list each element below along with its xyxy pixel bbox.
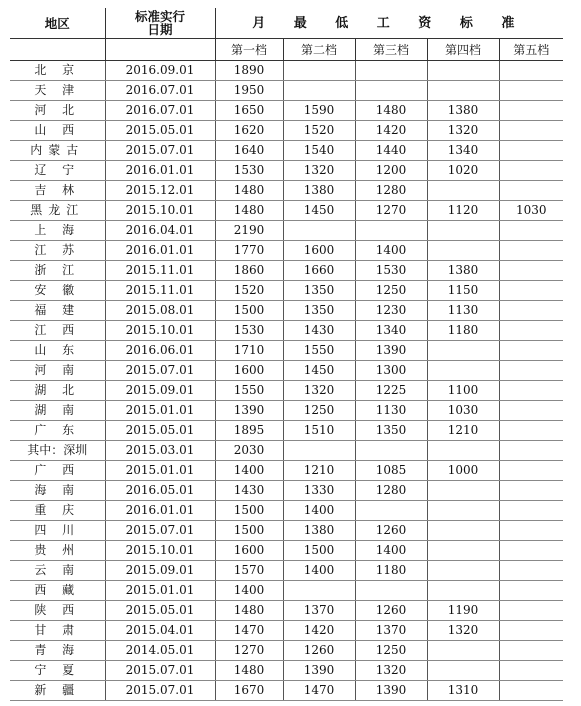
tier3-cell: 1320: [355, 661, 427, 681]
table-row: [10, 461, 563, 481]
tier5-cell: [499, 121, 563, 141]
tier4-cell: [427, 61, 499, 81]
table-row: [10, 321, 563, 341]
table-row: [10, 601, 563, 621]
region-cell: 山 西: [10, 121, 105, 141]
date-cell: 2015.12.01: [105, 181, 215, 201]
date-cell: 2015.07.01: [105, 661, 215, 681]
tier5-cell: [499, 561, 563, 581]
tier1-cell: 1620: [215, 121, 283, 141]
tier5-cell: [499, 401, 563, 421]
region-cell: 天 津: [10, 81, 105, 101]
tier4-cell: [427, 521, 499, 541]
tier3-cell: 1420: [355, 121, 427, 141]
tier-header: 第一档: [215, 39, 283, 61]
tier5-cell: [499, 381, 563, 401]
tier1-cell: 1860: [215, 261, 283, 281]
date-header-line2: 日期: [147, 22, 173, 37]
tier2-cell: 1660: [283, 261, 355, 281]
tier4-cell: [427, 541, 499, 561]
table-row: [10, 101, 563, 121]
tier2-cell: 1390: [283, 661, 355, 681]
tier3-cell: 1180: [355, 561, 427, 581]
region-cell: 其中：深圳: [10, 441, 105, 461]
tier5-cell: [499, 341, 563, 361]
region-cell: 江 西: [10, 321, 105, 341]
table-row: [10, 661, 563, 681]
tier3-cell: 1340: [355, 321, 427, 341]
tier5-cell: [499, 301, 563, 321]
tier3-cell: 1270: [355, 201, 427, 221]
tier5-cell: [499, 61, 563, 81]
empty-header-cell: [105, 39, 215, 61]
region-cell: 安 徽: [10, 281, 105, 301]
tier4-cell: [427, 221, 499, 241]
tier5-cell: 1030: [499, 201, 563, 221]
region-cell: 重 庆: [10, 501, 105, 521]
tier3-cell: 1440: [355, 141, 427, 161]
tier1-cell: 1650: [215, 101, 283, 121]
tier5-cell: [499, 261, 563, 281]
date-header-line1: 标准实行: [134, 9, 185, 24]
tier5-cell: [499, 361, 563, 381]
tier1-cell: 1480: [215, 181, 283, 201]
tier-header: 第四档: [427, 39, 499, 61]
table-row: [10, 361, 563, 381]
tier2-cell: 1500: [283, 541, 355, 561]
tier5-cell: [499, 581, 563, 601]
region-cell: 河 北: [10, 101, 105, 121]
region-cell: 上 海: [10, 221, 105, 241]
tier3-cell: 1225: [355, 381, 427, 401]
tier4-cell: [427, 441, 499, 461]
tier2-cell: 1470: [283, 681, 355, 701]
date-cell: 2015.03.01: [105, 441, 215, 461]
table-row: [10, 201, 563, 221]
region-cell: 福 建: [10, 301, 105, 321]
region-cell: 河 南: [10, 361, 105, 381]
tier2-cell: 1520: [283, 121, 355, 141]
tier3-cell: [355, 441, 427, 461]
tier3-cell: 1390: [355, 681, 427, 701]
tier5-cell: [499, 441, 563, 461]
tier4-cell: [427, 341, 499, 361]
table-row: [10, 121, 563, 141]
tier3-cell: 1400: [355, 241, 427, 261]
tier4-cell: 1180: [427, 321, 499, 341]
region-cell: 湖 北: [10, 381, 105, 401]
date-cell: 2016.01.01: [105, 241, 215, 261]
tier2-cell: 1210: [283, 461, 355, 481]
tier3-cell: 1480: [355, 101, 427, 121]
tier5-cell: [499, 101, 563, 121]
tier1-cell: 1430: [215, 481, 283, 501]
region-cell: 浙 江: [10, 261, 105, 281]
minimum-wage-table: [10, 8, 563, 701]
tier1-cell: 1470: [215, 621, 283, 641]
tier1-cell: 1570: [215, 561, 283, 581]
empty-header-cell: [10, 39, 105, 61]
tier4-cell: [427, 481, 499, 501]
date-cell: 2015.09.01: [105, 381, 215, 401]
date-cell: 2015.09.01: [105, 561, 215, 581]
tier5-cell: [499, 141, 563, 161]
region-cell: 云 南: [10, 561, 105, 581]
tier4-cell: [427, 81, 499, 101]
tier4-cell: 1130: [427, 301, 499, 321]
tier1-cell: 1710: [215, 341, 283, 361]
tier5-cell: [499, 541, 563, 561]
date-cell: 2015.05.01: [105, 601, 215, 621]
wage-standard-title: 月 最 低 工 资 标 准: [215, 8, 563, 39]
tier1-cell: 1550: [215, 381, 283, 401]
header-row-tiers: [10, 39, 563, 61]
tier4-cell: [427, 641, 499, 661]
tier1-cell: 1390: [215, 401, 283, 421]
tier5-cell: [499, 681, 563, 701]
region-cell: 广 西: [10, 461, 105, 481]
date-cell: 2015.07.01: [105, 141, 215, 161]
table-row: [10, 141, 563, 161]
region-cell: 青 海: [10, 641, 105, 661]
tier2-cell: 1420: [283, 621, 355, 641]
tier1-cell: 1500: [215, 501, 283, 521]
tier5-cell: [499, 281, 563, 301]
tier2-cell: 1590: [283, 101, 355, 121]
table-row: [10, 681, 563, 701]
date-cell: 2015.10.01: [105, 541, 215, 561]
tier4-cell: 1030: [427, 401, 499, 421]
tier4-cell: 1000: [427, 461, 499, 481]
tier1-cell: 1400: [215, 461, 283, 481]
tier4-cell: 1100: [427, 381, 499, 401]
tier5-cell: [499, 181, 563, 201]
tier5-cell: [499, 521, 563, 541]
tier4-cell: [427, 501, 499, 521]
date-cell: 2015.07.01: [105, 521, 215, 541]
tier2-cell: [283, 581, 355, 601]
region-cell: 甘 肃: [10, 621, 105, 641]
tier3-cell: 1200: [355, 161, 427, 181]
tier2-cell: 1260: [283, 641, 355, 661]
date-cell: 2015.10.01: [105, 201, 215, 221]
table-row: [10, 281, 563, 301]
tier1-cell: 1400: [215, 581, 283, 601]
region-cell: 吉 林: [10, 181, 105, 201]
tier4-cell: 1120: [427, 201, 499, 221]
tier4-cell: [427, 361, 499, 381]
tier3-cell: [355, 61, 427, 81]
region-cell: 陕 西: [10, 601, 105, 621]
tier4-cell: 1320: [427, 121, 499, 141]
tier3-cell: 1300: [355, 361, 427, 381]
table-row: [10, 241, 563, 261]
tier5-cell: [499, 461, 563, 481]
tier1-cell: 1640: [215, 141, 283, 161]
table-row: [10, 481, 563, 501]
tier2-cell: [283, 221, 355, 241]
tier5-cell: [499, 641, 563, 661]
tier1-cell: 1500: [215, 301, 283, 321]
table-row: [10, 61, 563, 81]
tier3-cell: 1250: [355, 281, 427, 301]
tier3-cell: 1260: [355, 521, 427, 541]
tier3-cell: 1390: [355, 341, 427, 361]
tier2-cell: 1250: [283, 401, 355, 421]
tier2-cell: [283, 441, 355, 461]
tier1-cell: 1770: [215, 241, 283, 261]
tier3-cell: [355, 221, 427, 241]
wage-table-container: [10, 8, 563, 701]
tier4-cell: 1380: [427, 101, 499, 121]
tier2-cell: 1600: [283, 241, 355, 261]
region-cell: 江 苏: [10, 241, 105, 261]
region-cell: 西 藏: [10, 581, 105, 601]
tier3-cell: [355, 501, 427, 521]
tier1-cell: 1600: [215, 541, 283, 561]
table-row: [10, 161, 563, 181]
tier3-cell: 1350: [355, 421, 427, 441]
tier2-cell: 1450: [283, 361, 355, 381]
tier5-cell: [499, 621, 563, 641]
tier2-cell: 1330: [283, 481, 355, 501]
tier4-cell: 1340: [427, 141, 499, 161]
tier2-cell: 1350: [283, 301, 355, 321]
date-cell: 2016.09.01: [105, 61, 215, 81]
tier1-cell: 1530: [215, 321, 283, 341]
tier2-cell: 1400: [283, 561, 355, 581]
tier5-cell: [499, 321, 563, 341]
date-cell: 2015.05.01: [105, 121, 215, 141]
tier2-cell: 1430: [283, 321, 355, 341]
table-row: [10, 561, 563, 581]
tier2-cell: 1400: [283, 501, 355, 521]
tier5-cell: [499, 601, 563, 621]
tier1-cell: 1530: [215, 161, 283, 181]
table-row: [10, 541, 563, 561]
tier5-cell: [499, 81, 563, 101]
tier1-cell: 1670: [215, 681, 283, 701]
date-cell: 2015.11.01: [105, 261, 215, 281]
tier1-cell: 2190: [215, 221, 283, 241]
tier2-cell: 1380: [283, 181, 355, 201]
tier2-cell: 1370: [283, 601, 355, 621]
tier5-cell: [499, 221, 563, 241]
table-row: [10, 301, 563, 321]
tier4-cell: 1310: [427, 681, 499, 701]
tier4-cell: [427, 241, 499, 261]
tier2-cell: [283, 81, 355, 101]
tier1-cell: 1480: [215, 661, 283, 681]
tier3-cell: 1530: [355, 261, 427, 281]
tier4-cell: [427, 581, 499, 601]
date-cell: 2014.05.01: [105, 641, 215, 661]
table-row: [10, 581, 563, 601]
region-header: 地区: [10, 8, 105, 39]
tier1-cell: 1270: [215, 641, 283, 661]
tier5-cell: [499, 661, 563, 681]
tier1-cell: 1480: [215, 601, 283, 621]
tier1-cell: 2030: [215, 441, 283, 461]
tier3-cell: 1400: [355, 541, 427, 561]
table-row: [10, 521, 563, 541]
date-cell: 2015.01.01: [105, 401, 215, 421]
date-cell: 2015.07.01: [105, 361, 215, 381]
table-row: [10, 641, 563, 661]
region-cell: 四 川: [10, 521, 105, 541]
region-cell: 新 疆: [10, 681, 105, 701]
date-cell: 2016.01.01: [105, 501, 215, 521]
date-cell: 2015.04.01: [105, 621, 215, 641]
tier2-cell: 1540: [283, 141, 355, 161]
tier3-cell: [355, 581, 427, 601]
tier3-cell: 1370: [355, 621, 427, 641]
region-cell: 海 南: [10, 481, 105, 501]
date-cell: 2016.06.01: [105, 341, 215, 361]
region-cell: 宁 夏: [10, 661, 105, 681]
tier1-cell: 1600: [215, 361, 283, 381]
tier4-cell: [427, 181, 499, 201]
tier1-cell: 1500: [215, 521, 283, 541]
tier5-cell: [499, 481, 563, 501]
tier1-cell: 1520: [215, 281, 283, 301]
date-header: [105, 8, 215, 39]
tier5-cell: [499, 501, 563, 521]
tier4-cell: 1320: [427, 621, 499, 641]
date-cell: 2015.05.01: [105, 421, 215, 441]
table-row: [10, 181, 563, 201]
date-cell: 2015.11.01: [105, 281, 215, 301]
date-cell: 2015.08.01: [105, 301, 215, 321]
tier4-cell: [427, 561, 499, 581]
tier2-cell: [283, 61, 355, 81]
table-row: [10, 261, 563, 281]
header-row-main: [10, 8, 563, 39]
table-row: [10, 621, 563, 641]
tier4-cell: 1190: [427, 601, 499, 621]
date-cell: 2016.01.01: [105, 161, 215, 181]
tier5-cell: [499, 241, 563, 261]
date-cell: 2016.07.01: [105, 101, 215, 121]
tier2-cell: 1380: [283, 521, 355, 541]
tier2-cell: 1450: [283, 201, 355, 221]
tier3-cell: 1280: [355, 481, 427, 501]
region-cell: 广 东: [10, 421, 105, 441]
region-cell: 辽 宁: [10, 161, 105, 181]
tier4-cell: 1020: [427, 161, 499, 181]
table-row: [10, 441, 563, 461]
tier5-cell: [499, 421, 563, 441]
tier4-cell: 1380: [427, 261, 499, 281]
table-body: [10, 61, 563, 701]
tier3-cell: 1085: [355, 461, 427, 481]
tier-header: 第五档: [499, 39, 563, 61]
date-cell: 2015.01.01: [105, 461, 215, 481]
date-cell: 2016.04.01: [105, 221, 215, 241]
tier4-cell: 1150: [427, 281, 499, 301]
date-cell: 2016.05.01: [105, 481, 215, 501]
tier1-cell: 1890: [215, 61, 283, 81]
tier-header: 第三档: [355, 39, 427, 61]
region-cell: 黑龙江: [10, 201, 105, 221]
region-cell: 贵 州: [10, 541, 105, 561]
tier4-cell: 1210: [427, 421, 499, 441]
tier3-cell: [355, 81, 427, 101]
table-row: [10, 381, 563, 401]
table-row: [10, 501, 563, 521]
tier1-cell: 1895: [215, 421, 283, 441]
tier3-cell: 1230: [355, 301, 427, 321]
tier3-cell: 1250: [355, 641, 427, 661]
tier1-cell: 1480: [215, 201, 283, 221]
table-row: [10, 81, 563, 101]
tier3-cell: 1130: [355, 401, 427, 421]
table-row: [10, 221, 563, 241]
tier3-cell: 1260: [355, 601, 427, 621]
tier2-cell: 1350: [283, 281, 355, 301]
region-cell: 内蒙古: [10, 141, 105, 161]
table-row: [10, 401, 563, 421]
region-cell: 北 京: [10, 61, 105, 81]
tier3-cell: 1280: [355, 181, 427, 201]
tier2-cell: 1510: [283, 421, 355, 441]
tier2-cell: 1320: [283, 161, 355, 181]
tier-header: 第二档: [283, 39, 355, 61]
tier4-cell: [427, 661, 499, 681]
tier2-cell: 1550: [283, 341, 355, 361]
region-cell: 湖 南: [10, 401, 105, 421]
date-cell: 2015.10.01: [105, 321, 215, 341]
table-row: [10, 341, 563, 361]
region-cell: 山 东: [10, 341, 105, 361]
tier2-cell: 1320: [283, 381, 355, 401]
table-row: [10, 421, 563, 441]
tier5-cell: [499, 161, 563, 181]
date-cell: 2015.07.01: [105, 681, 215, 701]
date-cell: 2015.01.01: [105, 581, 215, 601]
tier1-cell: 1950: [215, 81, 283, 101]
date-cell: 2016.07.01: [105, 81, 215, 101]
